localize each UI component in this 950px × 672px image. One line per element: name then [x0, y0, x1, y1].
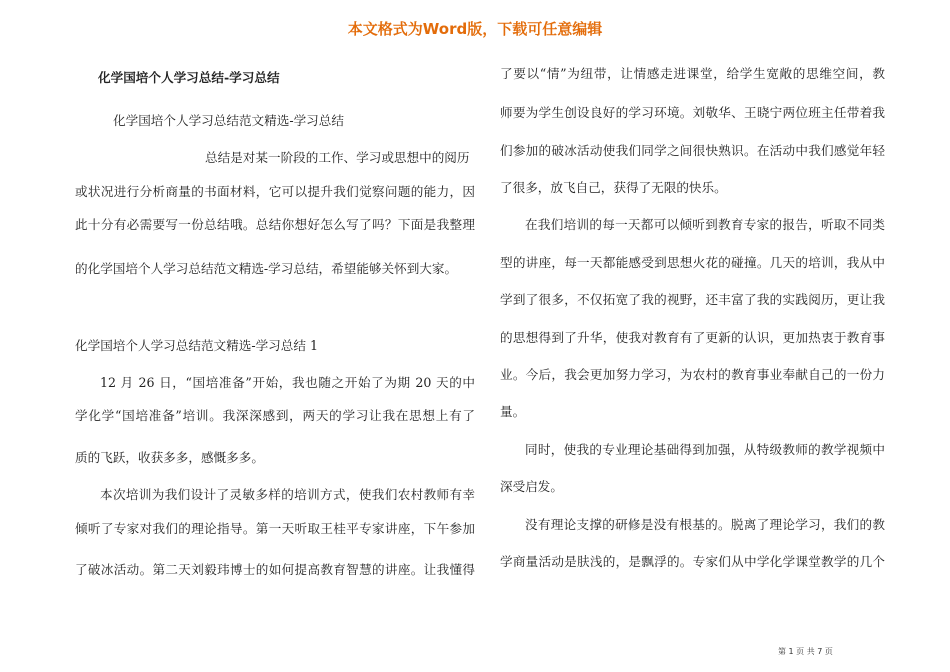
- intro-line: 此十分有必需要写一份总结哦。总结你想好怎么写了吗？下面是我整理: [75, 217, 475, 232]
- paragraph-line: 质的飞跃，收获多多，感慨多多。: [75, 450, 264, 465]
- paragraph-line: 师要为学生创设良好的学习环境。刘敬华、王晓宁两位班主任带着我: [500, 105, 885, 120]
- paragraph-line: 业。今后，我会更加努力学习，为农村的教育事业奉献自己的一份力: [500, 367, 885, 382]
- paragraph-line: 的思想得到了升华，使我对教育有了更新的认识，更加热衷于教育事: [500, 330, 885, 345]
- paragraph-line: 在我们培训的每一天都可以倾听到教育专家的报告，听取不同类: [525, 217, 885, 232]
- section-heading: 化学国培个人学习总结范文精选-学习总结 1: [75, 338, 318, 353]
- paragraph-line: 深受启发。: [500, 479, 563, 494]
- paragraph-line: 了破冰活动。第二天刘毅玮博士的如何提高教育智慧的讲座。让我懂得: [75, 562, 475, 577]
- intro-line: 的化学国培个人学习总结范文精选-学习总结，希望能够关怀到大家。: [75, 261, 458, 276]
- paragraph-line: 了要以“情”为纽带，让情感走进课堂，给学生宽敞的思维空间，教: [500, 66, 885, 81]
- paragraph-line: 12 月 26 日，“国培准备”开始，我也随之开始了为期 20 天的中: [100, 375, 475, 390]
- paragraph-line: 同时，使我的专业理论基础得到加强，从特级教师的教学视频中: [525, 442, 885, 457]
- download-banner: 本文格式为Word版，下载可任意编辑: [347, 20, 603, 38]
- paragraph-line: 学到了很多，不仅拓宽了我的视野，还丰富了我的实践阅历，更让我: [500, 292, 885, 307]
- paragraph-line: 量。: [500, 404, 526, 419]
- paragraph-line: 学商量活动是肤浅的，是飘浮的。专家们从中学化学课堂教学的几个: [500, 554, 885, 569]
- intro-line: 或状况进行分析商量的书面材料，它可以提升我们觉察问题的能力，因: [75, 184, 475, 199]
- paragraph-line: 学化学“国培准备”培训。我深深感到，两天的学习让我在思想上有了: [75, 408, 475, 423]
- paragraph-line: 型的讲座，每一天都能感受到思想火花的碰撞。几天的培训，我从中: [500, 255, 885, 270]
- paragraph-line: 倾听了专家对我们的理论指导。第一天听取王桂平专家讲座，下午参加: [75, 521, 475, 536]
- paragraph-line: 本次培训为我们设计了灵敏多样的培训方式，使我们农村教师有幸: [100, 487, 475, 502]
- document-subtitle: 化学国培个人学习总结范文精选-学习总结: [113, 113, 344, 128]
- paragraph-line: 们参加的破冰活动使我们同学之间很快熟识。在活动中我们感觉年轻: [500, 143, 885, 158]
- page-number: 第 1 页 共 7 页: [778, 647, 833, 656]
- paragraph-line: 没有理论支撑的研修是没有根基的。脱离了理论学习，我们的教: [525, 517, 885, 532]
- paragraph-line: 了很多，放飞自己，获得了无限的快乐。: [500, 180, 727, 195]
- document-title: 化学国培个人学习总结-学习总结: [98, 70, 280, 85]
- intro-line: 总结是对某一阶段的工作、学习或思想中的阅历: [205, 150, 470, 165]
